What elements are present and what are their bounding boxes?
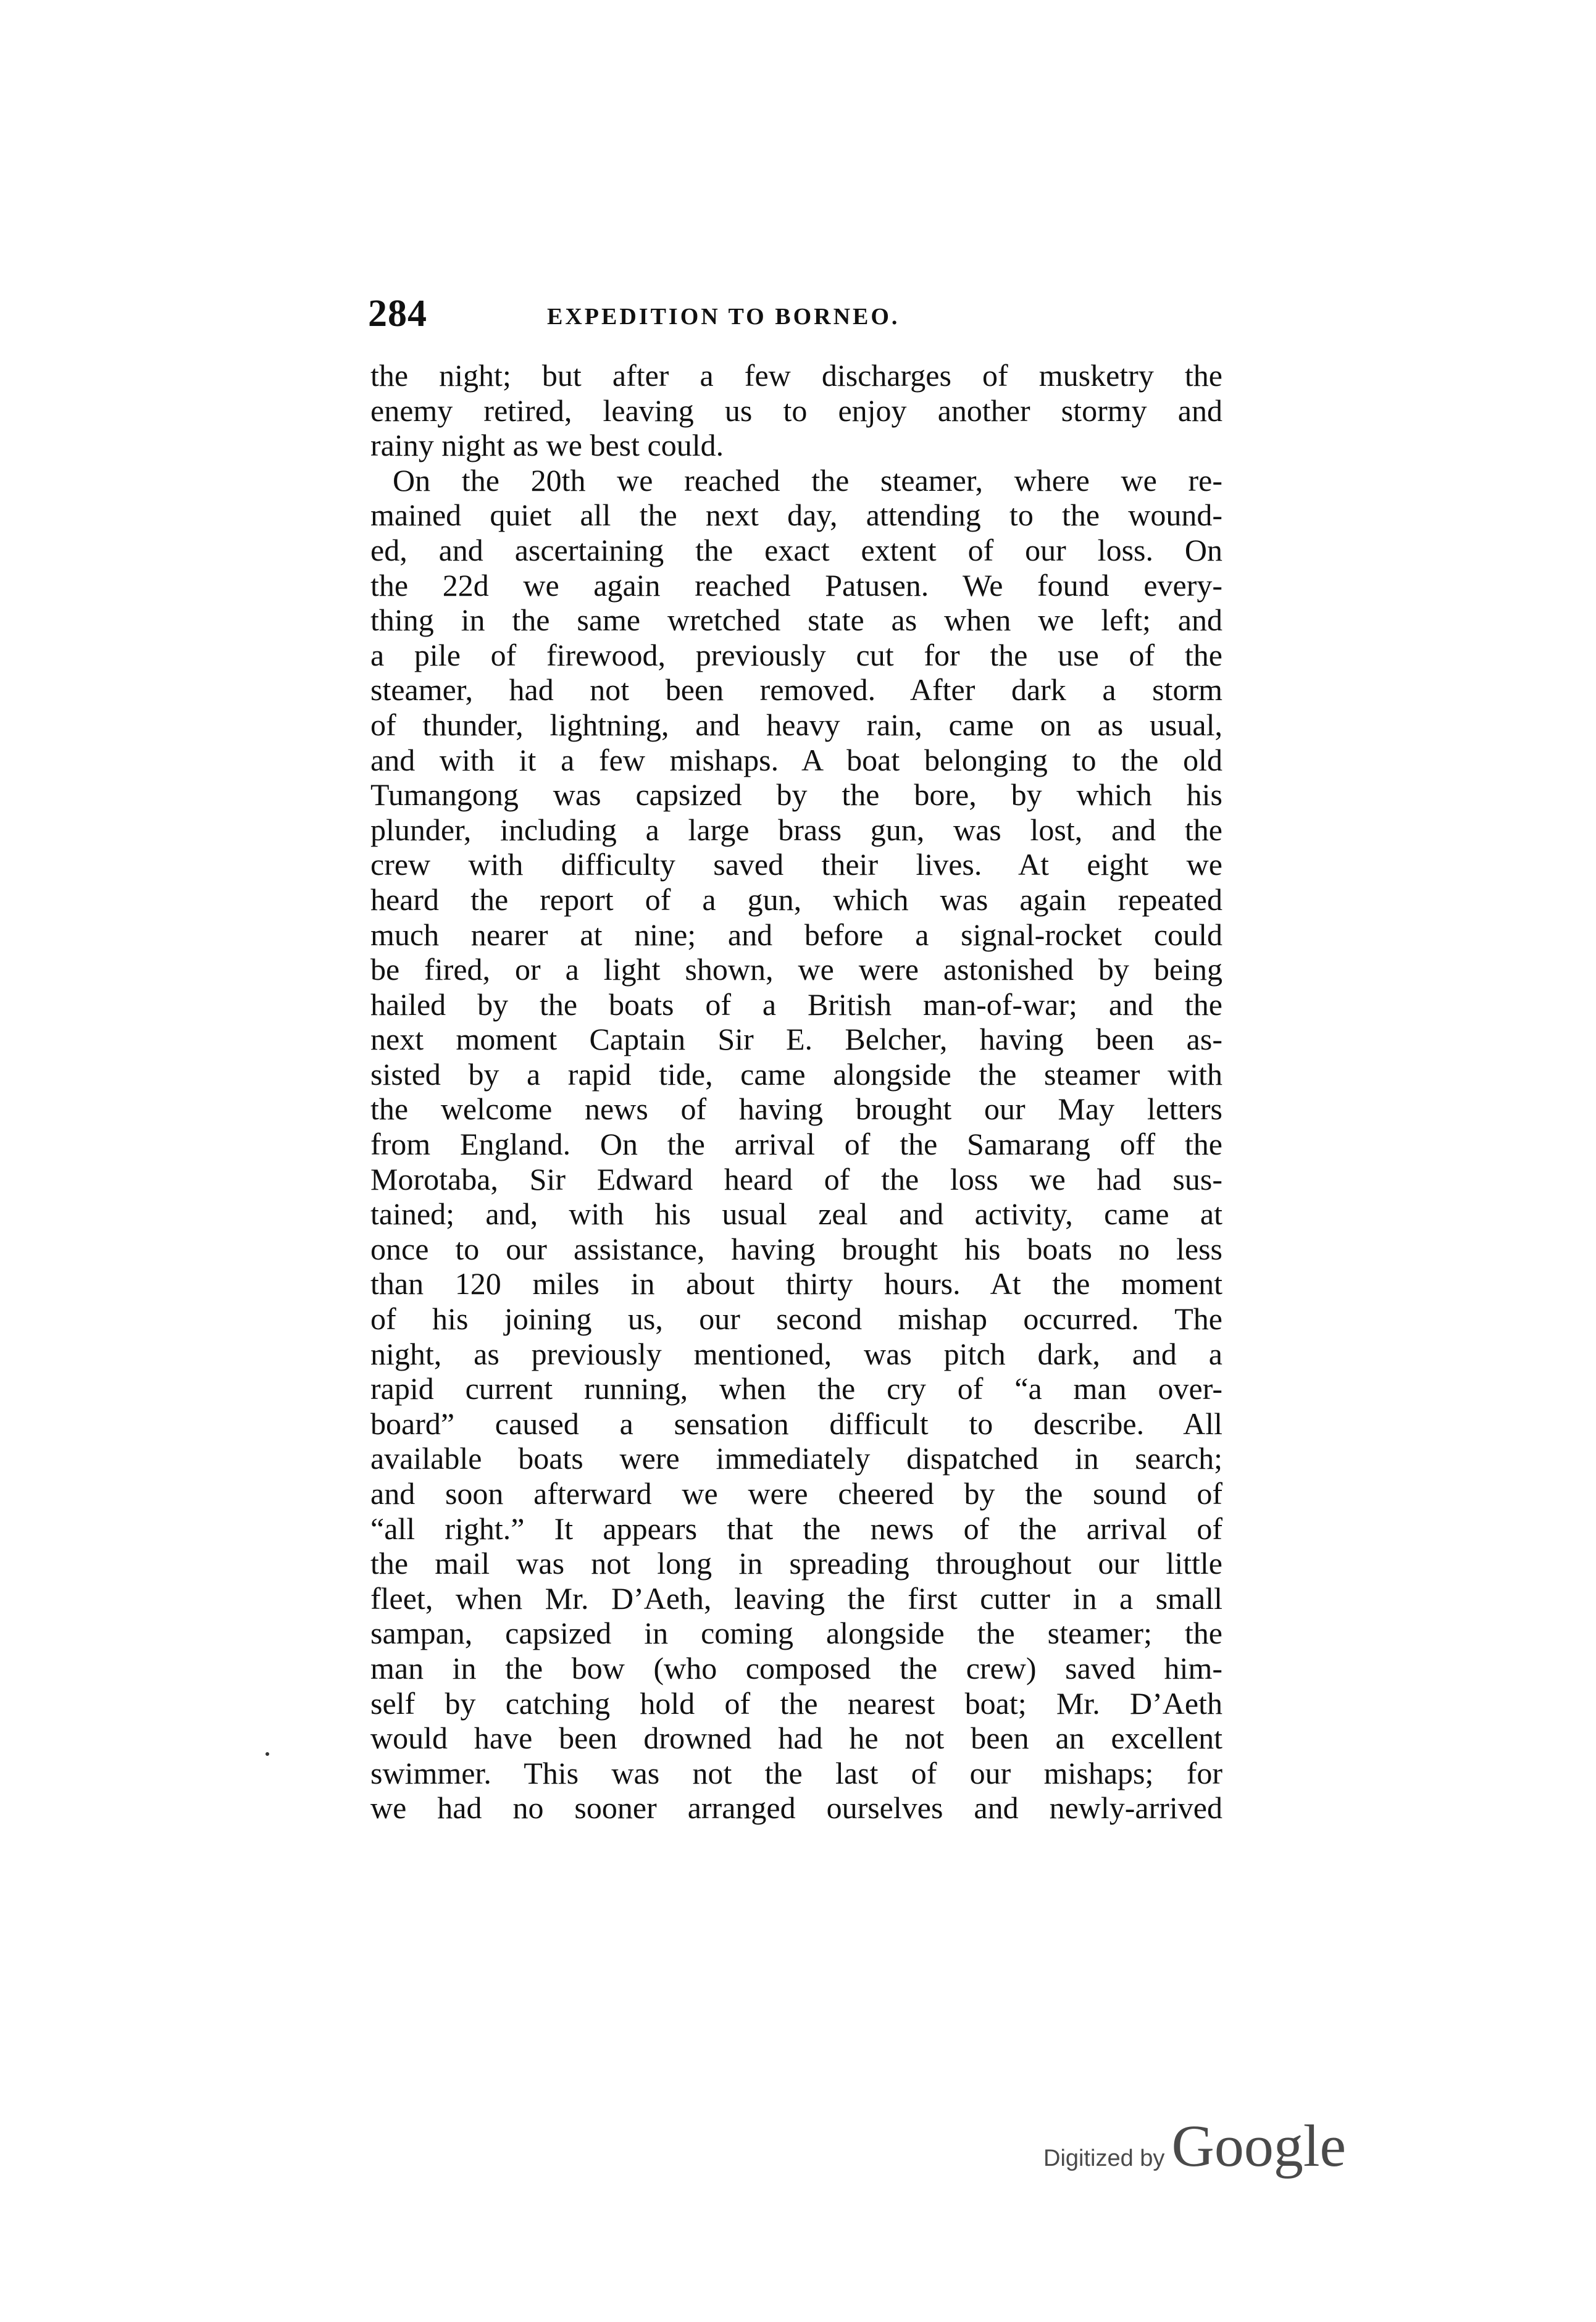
body-text	[370, 358, 1222, 1826]
text-line: “all right.” It appears that the news of the arrival of	[370, 1511, 1222, 1546]
text-line: next moment Captain Sir E. Belcher, having been as-	[370, 1022, 1222, 1057]
text-line: much nearer at nine; and before a signal-rocket could	[370, 917, 1222, 952]
text-line: be fired, or a light shown, we were astonished by being	[370, 952, 1222, 987]
text-line: hailed by the boats of a British man-of-war; and the	[370, 987, 1222, 1022]
text-line: Tumangong was capsized by the bore, by which his	[370, 777, 1222, 812]
text-line: thing in the same wretched state as when we left; and	[370, 603, 1222, 638]
text-line: a pile of firewood, previously cut for the use of the	[370, 637, 1222, 672]
text-line: ed, and ascertaining the exact extent of our loss. On	[370, 532, 1222, 567]
text-line: swimmer. This was not the last of our mishaps; for	[370, 1755, 1222, 1790]
running-head: EXPEDITION TO BORNEO.	[547, 304, 900, 330]
text-line: available boats were immediately dispatched in search;	[370, 1441, 1222, 1476]
text-line: self by catching hold of the nearest boat; Mr. D’Aeth	[370, 1685, 1222, 1721]
text-line: plunder, including a large brass gun, was lost, and the	[370, 812, 1222, 847]
text-line: rapid current running, when the cry of “a man over-	[370, 1371, 1222, 1406]
text-line: enemy retired, leaving us to enjoy another stormy and	[370, 393, 1222, 428]
text-line: crew with difficulty saved their lives. At eight we	[370, 847, 1222, 882]
text-line: of his joining us, our second mishap occurred. The	[370, 1301, 1222, 1337]
text-line: would have been drowned had he not been an excellent	[370, 1721, 1222, 1756]
text-line: once to our assistance, having brought his boats no less	[370, 1231, 1222, 1266]
text-line: heard the report of a gun, which was again repeated	[370, 882, 1222, 917]
text-line: sampan, capsized in coming alongside the steamer; the	[370, 1616, 1222, 1651]
text-line: tained; and, with his usual zeal and activity, came at	[370, 1196, 1222, 1232]
text-line: we had no sooner arranged ourselves and newly-arrived	[370, 1790, 1222, 1826]
text-line: night, as previously mentioned, was pitch dark, and a	[370, 1336, 1222, 1371]
text-line: On the 20th we reached the steamer, where we re-	[393, 462, 1222, 498]
text-line: of thunder, lightning, and heavy rain, came on as usual,	[370, 707, 1222, 742]
text-line: the night; but after a few discharges of musketry the	[370, 358, 1222, 393]
text-line: mained quiet all the next day, attending to the wound-	[370, 498, 1222, 533]
text-line: and soon afterward we were cheered by the sound of	[370, 1476, 1222, 1511]
page-header	[368, 289, 1214, 338]
text-line: the 22d we again reached Patusen. We found every-	[370, 567, 1222, 603]
text-line: man in the bow (who composed the crew) saved him-	[370, 1650, 1222, 1685]
text-line: than 120 miles in about thirty hours. At the moment	[370, 1266, 1222, 1301]
digitized-by-google-watermark	[1043, 2111, 1346, 2179]
text-line: fleet, when Mr. D’Aeth, leaving the first cutter in a small	[370, 1581, 1222, 1616]
text-line: board” caused a sensation difficult to describe. All	[370, 1406, 1222, 1441]
watermark-prefix: Digitized by	[1043, 2145, 1165, 2171]
text-line: the mail was not long in spreading throughout our little	[370, 1546, 1222, 1581]
google-logo: Google	[1171, 2113, 1347, 2179]
text-line: rainy night as we best could.	[370, 428, 724, 463]
text-line: from England. On the arrival of the Samarang off the	[370, 1127, 1222, 1162]
text-line: Morotaba, Sir Edward heard of the loss we had sus-	[370, 1161, 1222, 1196]
text-line: and with it a few mishaps. A boat belonging to the old	[370, 742, 1222, 777]
text-line: steamer, had not been removed. After dark a storm	[370, 672, 1222, 708]
page-number: 284	[368, 293, 427, 335]
text-line: the welcome news of having brought our May letters	[370, 1092, 1222, 1127]
text-line: sisted by a rapid tide, came alongside the steamer with	[370, 1056, 1222, 1092]
scan-speck	[265, 1752, 269, 1756]
